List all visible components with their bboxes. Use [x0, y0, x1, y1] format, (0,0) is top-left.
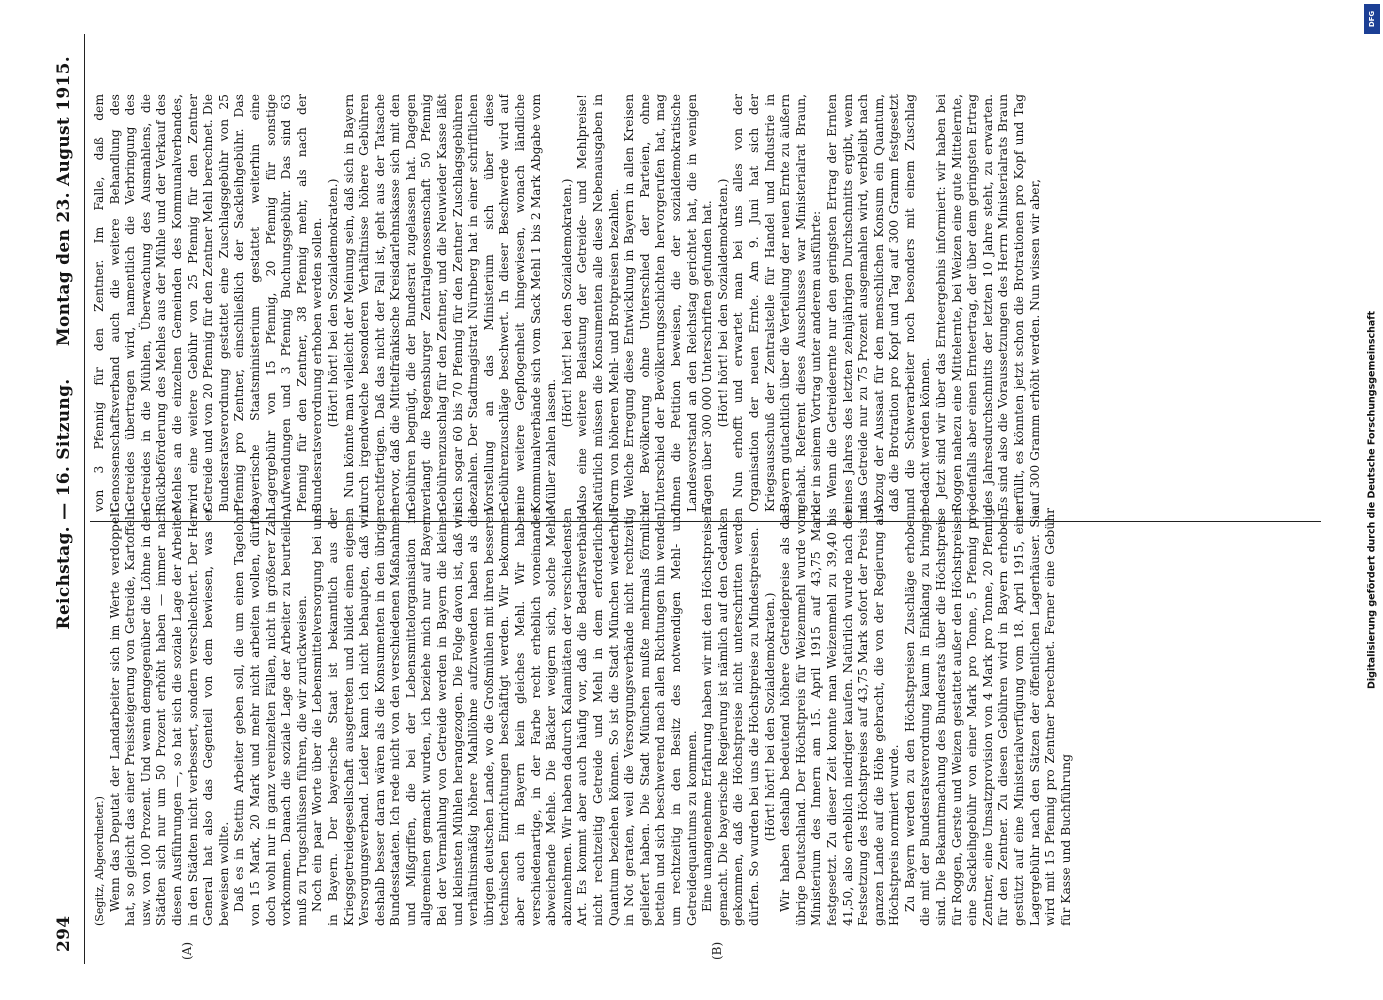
right-column-interjection: (Hört! hört! bei den Sozialdemokraten.) — [325, 178, 340, 428]
left-column-paragraph: Zu Bayern werden zu den Höchstpreisen Zuschläge erhoben, die mit der Bundesratsverordnung kaum in Einklang zu bringen sind. Die Bekanntmachung des Bundesrats über die Höchstpreise für Roggen, Gerste und Weizen gestattet außer den Höchstpreisen eine Sackleihgebühr von einer Mark pro Tonne, 5 Pfennig pro Zentner, eine Umsatzprovision von 4 Mark pro Tonne, 20 Pfennig für den Zentner. Zu diesen Gebühren wird in Bayern erhoben, gestützt auf eine Ministerialverfügung vom 18. April 1915, eine Lagergebühr nach den Sätzen der öffentlichen Lagerhäuser. Sie wird mit 15 Pfennig pro Zentner berechnet. Ferner eine Gebühr für Kasse und Buchführung — [902, 508, 1073, 926]
right-column-interjection: (Hört! hört! bei den Sozialdemokraten.) — [559, 178, 574, 428]
left-column-paragraph: Wir haben deshalb bedeutend höhere Getreidepreise als das übrige Deutschland. Der Höchstpreis für Weizenmehl wurde vom Ministerium des Innern am 15. April 1915 auf 43,75 Mark festgesetzt. Zu dieser Zeit konnte man Weizenmehl zu 39,40 bis 41,50, also erheblich niedriger kaufen. Natürlich wurde nach der Festsetzung des Höchstpreises auf 43,75 Mark sofort der Preis im ganzen Lande auf die Höhe gebracht, die von der Regierung als Höchstpreis normiert wurde. — [778, 508, 902, 926]
header-rule — [84, 34, 85, 964]
right-column — [92, 94, 1323, 512]
margin-mark-a: (A) — [180, 941, 194, 960]
left-column-speaker-note: (Segitz, Abgeordneter.) — [93, 796, 106, 926]
left-column-interjection: (Hört! hört! bei den Sozialdemokraten.) — [762, 592, 777, 842]
right-column-paragraph: Wenn die Getreideernte nur den geringsten Ertrag der Ernten eines Jahres des letzten zehnjährigen Durchschnitts ergibt, wenn das Getreide nur zu 75 Prozent ausgemahlen wird, verbleibt nach Abzug der Aussaat für den menschlichen Konsum ein Quantum, daß die Brotration pro Kopf und Tag auf 300 Gramm festgesetzt und die Schwerarbeiter noch besonders mit einem Zuschlag bedacht werden können. — [824, 94, 933, 512]
scanned-page — [50, 34, 1335, 964]
left-column-paragraph: Daß es in Stettin Arbeiter geben soll, die um einen Tagelohn von 15 Mark, 20 Mark und mehr nicht arbeiten wollen, dürfte doch wohl nur in ganz vereinzelten Fällen, nicht in größerer Zahl vorkommen. Danach die soziale Lage der Arbeiter zu beurteilen, muß zu Trugschlüssen führen, die wir zurückweisen. — [232, 508, 309, 926]
right-column-paragraph: Jetzt sind wir über das Ernteergebnis informiert: wir haben bei Roggen nahezu eine Mittelernte, bei Weizen eine gute Mittelernte, jedenfalls aber einen Ernteertrag, der über dem geringsten Ertrag des Jahresdurchschnitts der letzten 10 Jahre steht, zu erwarten. Es sind also die Voraussetzungen des Herrn Ministerialrats Braun erfüllt, es könnten jetzt schon die Brotrationen pro Kopf und Tag auf 300 Gramm erhöht werden. Nun wissen wir aber, — [934, 94, 1042, 512]
page-number: 294 — [54, 915, 74, 952]
dfg-watermark — [1362, 0, 1383, 1000]
right-column-paragraph: Welche Erregung diese Entwicklung in Bayern in allen Kreisen der Bevölkerung ohne Unterschied der Parteien, ohne Unterschied der Bevölkerungsschichten hervorgerufen hat, mag Ihnen die Petition beweisen, die der sozialdemokratische Landesvorstand an den Reichstag gerichtet hat, die in wenigen Tagen über 300 000 Unterschriften gefunden hat. — [622, 94, 715, 512]
dfg-logo: DFG — [1364, 4, 1380, 34]
margin-mark-b: (B) — [710, 941, 724, 960]
session-date: Montag den 23. August 1915. — [54, 56, 74, 347]
right-column-paragraph: Nun erhofft und erwartet man bei uns alles von der Organisation der neuen Ernte. Am 9. Juni hat sich der Kriegsausschuß der Zentralstelle für Handel und Industrie in Bayern gutachtlich über die Verteilung der neuen Ernte zu äußern gehabt. Referent dieses Ausschusses war Ministerialrat Braun, der in seinem Vortrag unter anderem ausführte: — [731, 94, 824, 512]
session-title: Reichstag. — 16. Sitzung. — [54, 378, 74, 630]
left-column-paragraph: Eine unangenehme Erfahrung haben wir mit den Höchstpreisen gemacht. Die bayerische Regierung ist nämlich auf den Gedanken gekommen, daß die Höchstpreise nicht unterschritten werden dürfen. So wurden bei uns die Höchstpreise zu Mindestpreisen. — [700, 508, 761, 926]
right-column-paragraph: Nun könnte man vielleicht der Meinung sein, daß sich in Bayern durch irgendwelche besonderen Verhältnisse höhere Gebühren rechtfertigen. Daß das nicht der Fall ist, geht aus der Tatsache hervor, daß die Mittelfränkische Kreisdarlehnskasse sich mit den Gebühren begnügt, die der Bundesrat zugelassen hat. Dagegen verlangt die Regensburger Zentralgenossenschaft 50 Pfennig Gebührenzuschlag für den Zentner, und die Neuwieder Kasse läßt sich sogar 60 bis 70 Pfennig für den Zentner Zuschlagsgebühren bezahlen. Der Stadtmagistrat Nürnberg hat in einer schriftlichen Vorstellung an das Ministerium sich über diese Gebührenzuschläge beschwert. In dieser Beschwerde wird auf eine weitere Gepflogenheit hingewiesen, wonach ländliche Kommunalverbände sich vom Sack Mehl 1 bis 2 Mark Abgabe vom Müller zahlen lassen. — [341, 94, 559, 512]
right-column-paragraph: von 3 Pfennig für den Zentner. Im Falle, daß dem Genossenschaftsverband auch die weitere Behandlung des Getreides übertragen wird, namentlich die Verbringung des Getreides in die Mühlen, Überwachung des Ausmahlens, die Rückbeförderung des Mehles aus der Mühle und der Verkauf des Mehles an die einzelnen Gemeinden des Kommunalverbandes, wird eine weitere Gebühr von 25 Pfennig für den Zentner Getreide und von 20 Pfennig für den Zentner Mehl berechnet. Die Bundesratsverordnung gestattet eine Zuschlagsgebühr von 25 Pfennig pro Zentner, einschließlich der Sackleihgebühr. Das bayerische Staatsministerium gestattet weiterhin eine Lagergebühr von 15 Pfennig, 20 Pfennig für sonstige Aufwendungen und 3 Pfennig Buchungsgebühr. Das sind 63 Pfennig für den Zentner, 38 Pfennig mehr, als nach der Bundesratsverordnung erhoben werden sollen. — [92, 94, 325, 512]
left-column-paragraph: Noch ein paar Worte über die Lebensmittelversorgung bei uns in Bayern. Der bayerische Staat ist bekanntlich aus der Kriegsgetreidegesellschaft ausgetreten und bildet einen eigenen Versorgungsverband. Leider kann ich nicht behaupten, daß wir deshalb besser daran wären als die Konsumenten in den übrigen Bundesstaaten. Ich rede nicht von den verschiedenen Maßnahmen und Mißgriffen, die bei der Lebensmittelorganisation im allgemeinen gemacht wurden, ich beziehe mich nur auf Bayern. Bei der Vermahlung von Getreide werden in Bayern die kleinen und kleinsten Mühlen herangezogen. Die Folge davon ist, daß wir verhältnismäßig höhere Mahllöhne aufzuwenden haben als die übrigen deutschen Lande, wo die Großmühlen mit ihren besseren technischen Einrichtungen beschäftigt werden. Wir bekommen aber auch in Bayern kein gleiches Mehl. Wir haben verschiedenartige, in der Farbe recht erheblich voneinander abweichende Mehle. Die Bäcker weigern sich, solche Mehle abzunehmen. Wir haben dadurch Kalamitäten der verschiedensten Art. Es kommt aber auch häufig vor, daß die Bedarfsverbände nicht rechtzeitig Getreide und Mehl in dem erforderlichen Quantum beziehen können. So ist die Stadt München wiederholt in Not geraten, weil die Versorgungsverbände nicht rechtzeitig geliefert haben. Die Stadt München mußte mehrmals förmlich betteln und sich beschwerend nach allen Richtungen hin wenden, um rechtzeitig in den Besitz des notwendigen Mehl- und Getreidequantums zu kommen. — [310, 508, 699, 926]
right-column-interjection: (Hört! hört! bei den Sozialdemokraten.) — [715, 178, 730, 428]
left-column-paragraph: Wenn das Deputat der Landarbeiter sich im Werte verdoppelt hat, so gleicht das einer Preissteigerung von Getreide, Kartoffeln usw. von 100 Prozent. Und wenn demgegenüber die Löhne in den Städten sich nur um 50 Prozent erhöht haben — immer nach diesen Ausführungen —, so hat sich die soziale Lage der Arbeiter in den Städten nicht verbessert, sondern verschlechtert. Der Herr General hat also das Gegenteil von dem bewiesen, was er beweisen wollte. — [107, 508, 231, 926]
left-column — [92, 508, 1323, 926]
column-separator — [90, 521, 1321, 522]
page-header — [54, 56, 78, 952]
watermark-text: Digitalisierung gefördert durch die Deutsche Forschungsgemeinschaft — [1366, 311, 1378, 689]
right-column-paragraph: Also eine weitere Belastung der Getreide- und Mehlpreise! Natürlich müssen die Konsumenten alle diese Nebenausgaben in Form von höheren Mehl- und Brotpreisen bezahlen. — [575, 94, 621, 512]
